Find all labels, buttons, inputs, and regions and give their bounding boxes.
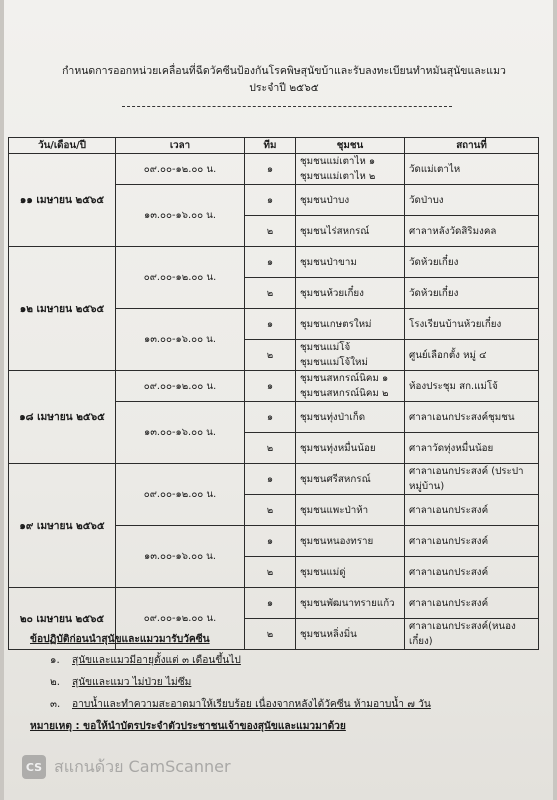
place-cell: ศาลาเอนกประสงค์(หนองเกี๋ยง) <box>405 619 539 650</box>
team-cell: ๑ <box>245 588 296 619</box>
community-name: ชุมชนแม่ดู่ <box>300 566 346 578</box>
time-cell: ๑๓.๐๐-๑๖.๐๐ น. <box>116 402 245 464</box>
camscanner-watermark <box>22 754 231 780</box>
community-cell <box>296 557 405 588</box>
table-row <box>9 588 539 619</box>
remark-note: หมายเหตุ : ขอให้นำบัตรประจำตัวประชาชนเจ้าของสุนัขและแมวมาด้วย <box>30 721 346 732</box>
team-cell: ๑ <box>245 154 296 185</box>
community-cell <box>296 371 405 402</box>
place-cell: ศูนย์เลือกตั้ง หมู่ ๔ <box>405 340 539 371</box>
team-cell: ๒ <box>245 278 296 309</box>
date-cell: ๑๙ เมษายน ๒๕๖๕ <box>9 464 116 588</box>
community-cell <box>296 495 405 526</box>
community-cell <box>296 433 405 464</box>
team-cell: ๑ <box>245 402 296 433</box>
time-cell: ๐๙.๐๐-๑๒.๐๐ น. <box>116 154 245 185</box>
date-cell: ๑๑ เมษายน ๒๕๖๕ <box>9 154 116 247</box>
condition-item <box>30 653 530 668</box>
document-subtitle-year: ประจำปี ๒๕๖๕ <box>249 82 319 94</box>
place-cell: ศาลาเอนกประสงค์ <box>405 557 539 588</box>
document-title: กำหนดการออกหน่วยเคลื่อนที่ฉีดวัคซีนป้องกันโรคพิษสุนัขบ้าและรับลงทะเบียนทำหมันสุนัขและแมว <box>62 65 506 77</box>
camscanner-logo-icon: CS <box>22 755 46 779</box>
condition-text: สุนัขและแมวมีอายุตั้งแต่ ๓ เดือนขึ้นไป <box>72 655 241 666</box>
condition-item <box>30 675 530 690</box>
time-cell: ๐๙.๐๐-๑๒.๐๐ น. <box>116 464 245 526</box>
header-time: เวลา <box>116 138 245 154</box>
community-name: ชุมชนแม่เตาไห ๑ <box>300 156 376 167</box>
community-cell <box>296 309 405 340</box>
place-cell: ศาลาเอนกประสงค์ <box>405 526 539 557</box>
community-cell <box>296 526 405 557</box>
condition-number: ๓. <box>50 699 61 710</box>
header-community: ชุมชน <box>296 138 405 154</box>
community-name: ชุมชนสหกรณ์นิคม ๑ <box>300 373 389 384</box>
community-name: ชุมชนหนองทราย <box>300 535 374 547</box>
team-cell: ๑ <box>245 464 296 495</box>
watermark-text: สแกนด้วย CamScanner <box>54 756 231 776</box>
time-cell: ๑๓.๐๐-๑๖.๐๐ น. <box>116 309 245 371</box>
header-team: ทีม <box>245 138 296 154</box>
place-cell: ห้องประชุม สก.แม่โจ้ <box>405 371 539 402</box>
team-cell: ๒ <box>245 340 296 371</box>
community-name: ชุมชนแม่เตาไห ๒ <box>300 171 376 182</box>
place-cell: ศาลาหลังวัดสิริมงคล <box>405 216 539 247</box>
community-cell <box>296 154 405 185</box>
place-cell: โรงเรียนบ้านห้วยเกี๋ยง <box>405 309 539 340</box>
dashed-divider <box>122 106 452 107</box>
table-header-row <box>9 138 539 154</box>
place-cell: วัดป่าบง <box>405 185 539 216</box>
community-name: ชุมชนสหกรณ์นิคม ๒ <box>300 388 389 399</box>
community-cell <box>296 402 405 433</box>
time-cell: ๑๓.๐๐-๑๖.๐๐ น. <box>116 526 245 588</box>
team-cell: ๒ <box>245 619 296 650</box>
date-cell: ๑๘ เมษายน ๒๕๖๕ <box>9 371 116 464</box>
header-place: สถานที่ <box>405 138 539 154</box>
community-name: ชุมชนแพะป่าห้า <box>300 504 369 516</box>
place-cell: ศาลาเอนกประสงค์ (ประปาหมู่บ้าน) <box>405 464 539 495</box>
date-cell: ๑๒ เมษายน ๒๕๖๕ <box>9 247 116 371</box>
community-name: ชุมชนห้วยเกี๋ยง <box>300 287 364 299</box>
table-row <box>9 154 539 185</box>
community-name: ชุมชนพัฒนาทรายแก้ว <box>300 597 395 609</box>
date-cell: ๒๐ เมษายน ๒๕๖๕ <box>9 588 116 650</box>
community-cell <box>296 247 405 278</box>
community-cell <box>296 216 405 247</box>
table-row <box>9 247 539 278</box>
schedule-body <box>9 154 539 650</box>
place-cell: ศาลาเอนกประสงค์ <box>405 495 539 526</box>
community-name: ชุมชนหลิ่งมิ่น <box>300 628 357 640</box>
condition-number: ๒. <box>50 677 60 688</box>
community-name: ชุมชนศรีสหกรณ์ <box>300 473 371 485</box>
community-cell <box>296 278 405 309</box>
time-cell: ๐๙.๐๐-๑๒.๐๐ น. <box>116 247 245 309</box>
team-cell: ๑ <box>245 185 296 216</box>
place-cell: ศาลาเอนกประสงค์ <box>405 588 539 619</box>
team-cell: ๒ <box>245 433 296 464</box>
team-cell: ๑ <box>245 309 296 340</box>
condition-text: อาบน้ำและทำความสะอาดมาให้เรียบร้อย เนื่องจากหลังได้วัคซีน ห้ามอาบน้ำ ๗ วัน <box>72 699 431 710</box>
condition-text: สุนัขและแมว ไม่ป่วย ไม่ซึม <box>72 677 192 688</box>
team-cell: ๑ <box>245 247 296 278</box>
community-name: ชุมชนป่าบง <box>300 194 350 206</box>
community-cell <box>296 185 405 216</box>
condition-number: ๑. <box>50 655 60 666</box>
community-name: ชุมชนแม่โจ้ใหม่ <box>300 357 368 368</box>
community-name: ชุมชนแม่โจ้ <box>300 342 351 353</box>
time-cell: ๐๙.๐๐-๑๒.๐๐ น. <box>116 371 245 402</box>
conditions-heading: ข้อปฏิบัติก่อนนำสุนัขและแมวมารับวัคซีน <box>30 634 210 645</box>
team-cell: ๒ <box>245 216 296 247</box>
community-cell <box>296 340 405 371</box>
header-date: วัน/เดือน/ปี <box>9 138 116 154</box>
place-cell: วัดห้วยเกี๋ยง <box>405 247 539 278</box>
schedule-table <box>8 137 539 650</box>
community-cell <box>296 464 405 495</box>
table-row <box>9 371 539 402</box>
community-cell <box>296 588 405 619</box>
place-cell: ศาลาเอนกประสงค์ชุมชน <box>405 402 539 433</box>
team-cell: ๑ <box>245 526 296 557</box>
community-name: ชุมชนทุ่งป่าเก็ด <box>300 411 366 423</box>
community-name: ชุมชนไร่สหกรณ์ <box>300 225 370 237</box>
place-cell: วัดแม่เตาไห <box>405 154 539 185</box>
condition-item <box>30 697 530 712</box>
community-name: ชุมชนป่าขาม <box>300 256 357 268</box>
place-cell: ศาลาวัดทุ่งหมื่นน้อย <box>405 433 539 464</box>
time-cell: ๐๙.๐๐-๑๒.๐๐ น. <box>116 588 245 650</box>
team-cell: ๒ <box>245 495 296 526</box>
table-row <box>9 464 539 495</box>
community-name: ชุมชนเกษตรใหม่ <box>300 318 372 330</box>
team-cell: ๑ <box>245 371 296 402</box>
community-name: ชุมชนทุ่งหมื่นน้อย <box>300 442 376 454</box>
conditions-section <box>30 632 530 734</box>
place-cell: วัดห้วยเกี๋ยง <box>405 278 539 309</box>
time-cell: ๑๓.๐๐-๑๖.๐๐ น. <box>116 185 245 247</box>
team-cell: ๒ <box>245 557 296 588</box>
